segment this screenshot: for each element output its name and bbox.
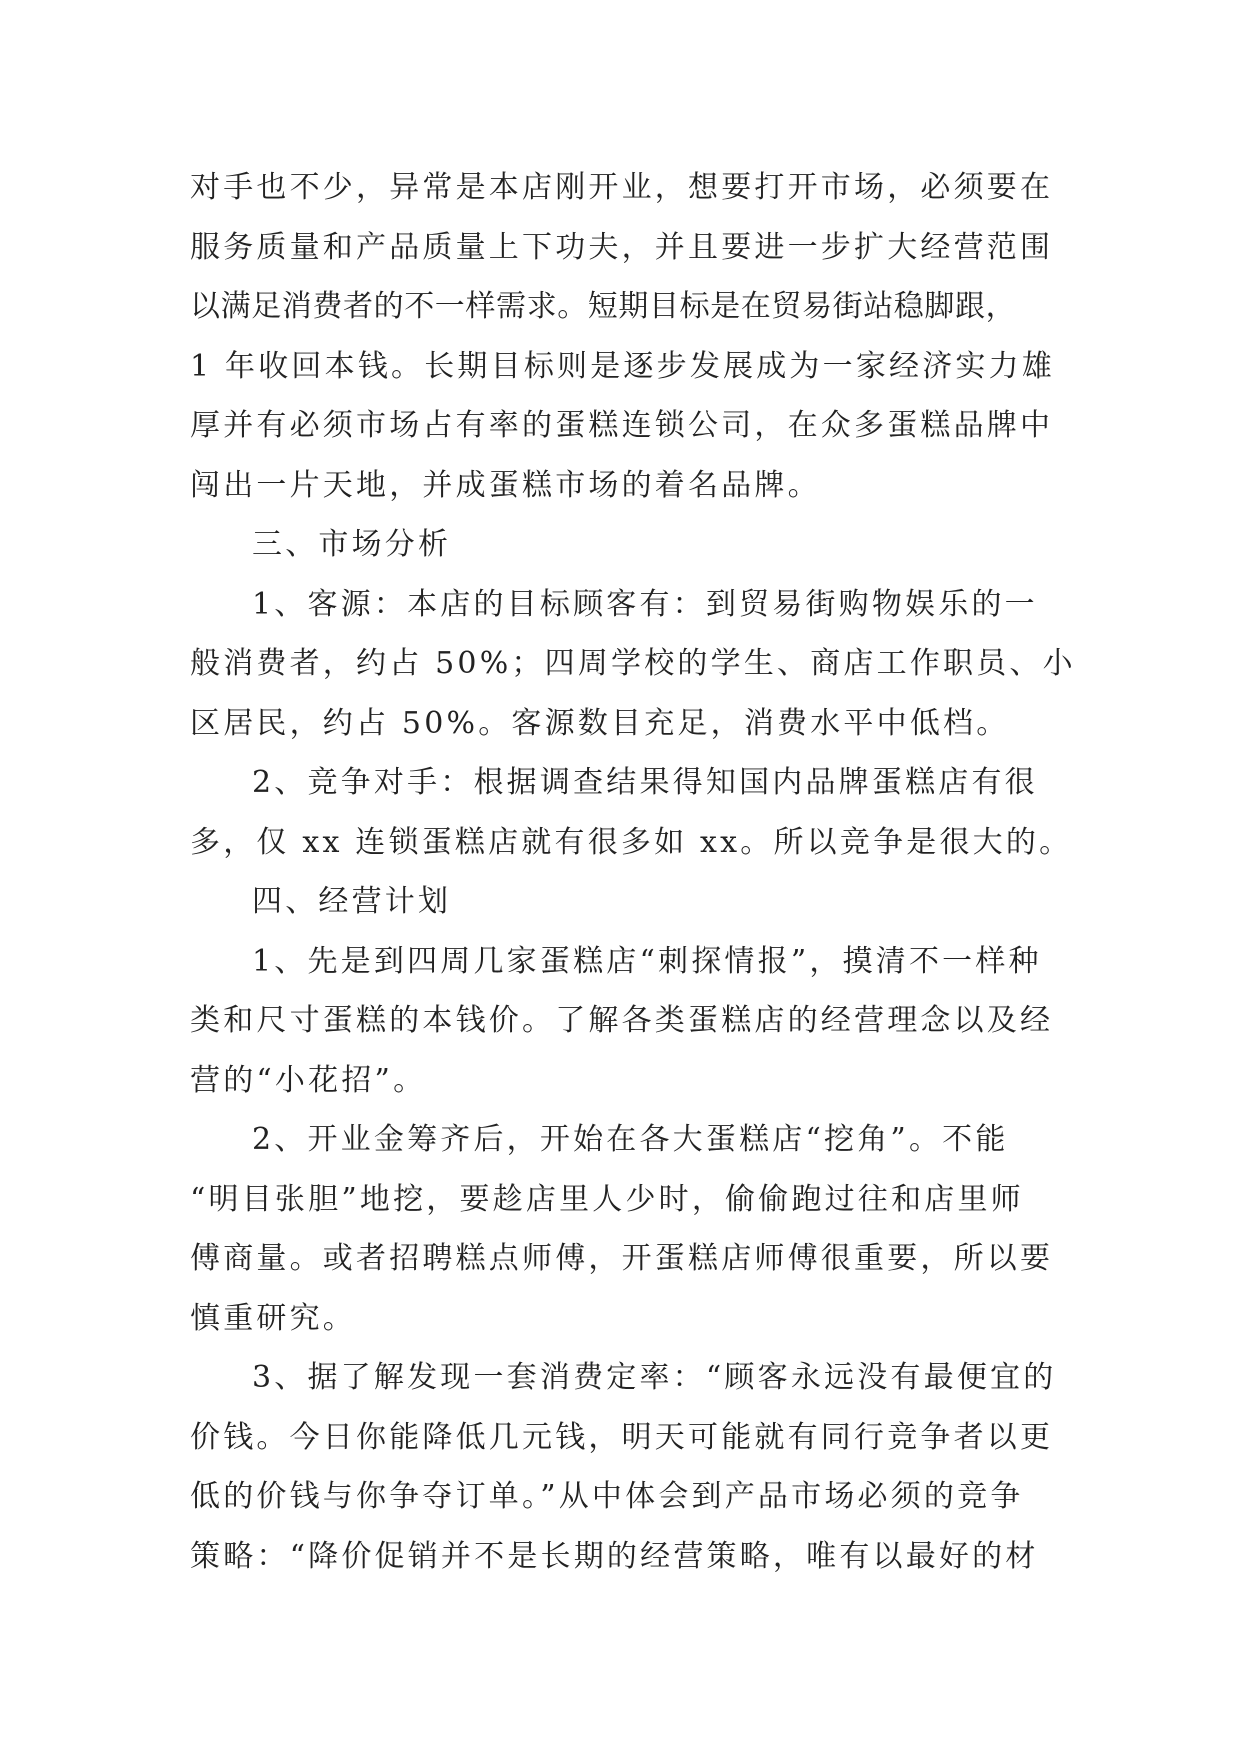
- paragraph-line: 策略：“降价促销并不是长期的经营策略，唯有以最好的材: [190, 1538, 1039, 1574]
- paragraph-line: 2、开业金筹齐后，开始在各大蛋糕店“挖角”。不能: [252, 1122, 1009, 1157]
- paragraph-line: 厚并有必须市场占有率的蛋糕连锁公司，在众多蛋糕品牌中: [190, 408, 1054, 443]
- document-body: [190, 158, 1076, 1586]
- paragraph-line: 价钱。今日你能降低几元钱，明天可能就有同行竞争者以更: [190, 1419, 1054, 1455]
- paragraph-line: 闯出一片天地，并成蛋糕市场的着名品牌。: [190, 467, 821, 503]
- paragraph-line: 以满足消费者的不一样需求。短期目标是在贸易街站稳脚跟，: [190, 289, 1017, 324]
- paragraph-line: 慎重研究。: [190, 1300, 356, 1336]
- paragraph-line: 傅商量。或者招聘糕点师傅，开蛋糕店师傅很重要，所以要: [190, 1241, 1054, 1276]
- paragraph-line: 3、据了解发现一套消费定率：“顾客永远没有最便宜的: [252, 1360, 1057, 1395]
- paragraph-line: 类和尺寸蛋糕的本钱价。了解各类蛋糕店的经营理念以及经: [190, 1003, 1054, 1038]
- paragraph-line: “明目张胆”地挖，要趁店里人少时，偷偷跑过往和店里师: [190, 1181, 1024, 1217]
- paragraph-line: 低的价钱与你争夺订单。”从中体会到产品市场必须的竞争: [190, 1479, 1024, 1514]
- paragraph-line: 1、客源：本店的目标顾客有：到贸易街购物娱乐的一: [252, 586, 1038, 622]
- paragraph-line: 服务质量和产品质量上下功夫，并且要进一步扩大经营范围: [190, 229, 1054, 265]
- paragraph-line: 1、先是到四周几家蛋糕店“刺探情报”，摸清不一样种: [252, 943, 1042, 979]
- paragraph-line: 区居民，约占 50%。客源数目充足，消费水平中低档。: [190, 705, 1010, 741]
- paragraph-line: 般消费者，约占 50%；四周学校的学生、商店工作职员、小: [190, 646, 1076, 681]
- section-heading: 四、经营计划: [252, 884, 452, 919]
- paragraph-line: 多，仅 xx 连锁蛋糕店就有很多如 xx。所以竞争是很大的。: [190, 824, 1073, 860]
- section-heading: 三、市场分析: [252, 527, 452, 562]
- paragraph-line: 1 年收回本钱。长期目标则是逐步发展成为一家经济实力雄: [190, 348, 1056, 384]
- paragraph-line: 营的“小花招”。: [190, 1062, 427, 1098]
- paragraph-line: 2、竞争对手：根据调查结果得知国内品牌蛋糕店有很: [252, 765, 1038, 800]
- paragraph-line: 对手也不少，异常是本店刚开业，想要打开市场，必须要在: [190, 170, 1054, 205]
